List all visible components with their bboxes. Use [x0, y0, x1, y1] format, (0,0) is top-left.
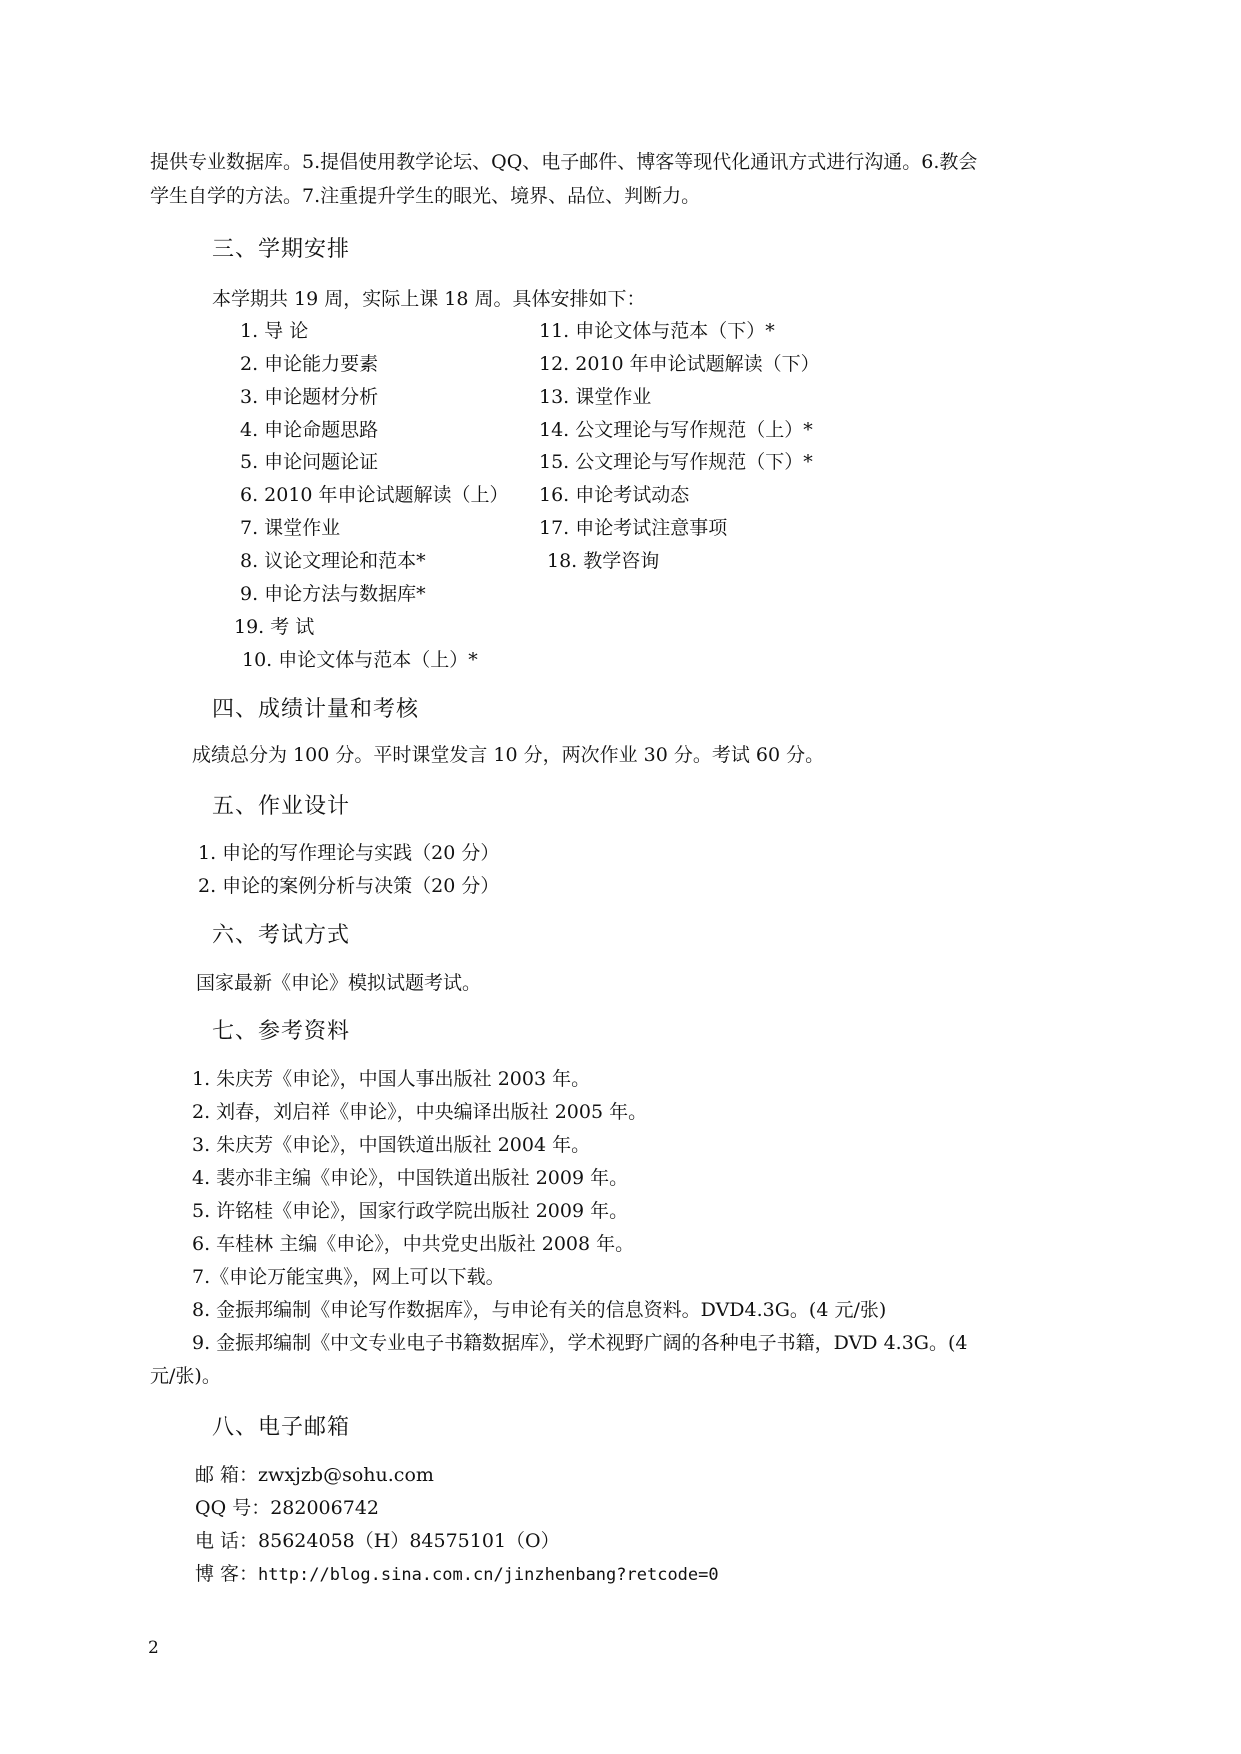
schedule-item: 18. 教学咨询 — [547, 550, 660, 572]
schedule-item: 10. 申论文体与范本（上）* — [242, 649, 478, 671]
reference-item: 8. 金振邦编制《申论写作数据库》，与申论有关的信息资料。DVD4.3G。(4 元/张) — [192, 1299, 887, 1321]
grading-text: 成绩总分为 100 分。平时课堂发言 10 分，两次作业 30 分。考试 60 分。 — [192, 744, 825, 766]
homework-item: 1. 申论的写作理论与实践（20 分） — [198, 842, 500, 864]
intro-line-2: 学生自学的方法。7.注重提升学生的眼光、境界、品位、判断力。 — [150, 185, 701, 207]
phone-label: 电 话： — [195, 1530, 259, 1552]
reference-item: 5. 许铭桂《申论》，国家行政学院出版社 2009 年。 — [192, 1200, 629, 1222]
grading-heading: 四、成绩计量和考核 — [212, 697, 420, 722]
email-label: 邮 箱： — [195, 1464, 259, 1486]
schedule-item: 15. 公文理论与写作规范（下）* — [539, 451, 813, 473]
reference-item: 6. 车桂林 主编《申论》，中共党史出版社 2008 年。 — [192, 1233, 635, 1255]
schedule-item: 2. 申论能力要素 — [240, 353, 379, 375]
schedule-item: 17. 申论考试注意事项 — [539, 517, 728, 539]
blog-label: 博 客： — [195, 1563, 259, 1585]
schedule-intro: 本学期共 19 周，实际上课 18 周。具体安排如下： — [212, 288, 646, 310]
reference-item: 7.《申论万能宝典》，网上可以下载。 — [192, 1266, 505, 1288]
phone-value: 85624058（H）84575101（O） — [258, 1530, 560, 1552]
contact-heading: 八、电子邮箱 — [212, 1415, 351, 1440]
blog-link[interactable]: http://blog.sina.com.cn/jinzhenbang?retcode=0 — [258, 1565, 719, 1585]
schedule-heading: 三、学期安排 — [212, 237, 351, 262]
reference-item: 元/张)。 — [150, 1365, 221, 1387]
schedule-item: 4. 申论命题思路 — [240, 419, 379, 441]
schedule-item: 6. 2010 年申论试题解读（上） — [240, 484, 509, 506]
intro-line-1: 提供专业数据库。5.提倡使用教学论坛、QQ、电子邮件、博客等现代化通讯方式进行沟通。6.教会 — [150, 151, 978, 173]
schedule-item: 19. 考 试 — [234, 616, 315, 638]
schedule-item: 7. 课堂作业 — [240, 517, 341, 539]
reference-item: 2. 刘春，刘启祥《申论》，中央编译出版社 2005 年。 — [192, 1101, 648, 1123]
schedule-item: 14. 公文理论与写作规范（上）* — [539, 419, 813, 441]
qq-label: QQ 号： — [195, 1497, 271, 1519]
qq-value: 282006742 — [270, 1497, 379, 1519]
reference-item: 4. 裴亦非主编《申论》，中国铁道出版社 2009 年。 — [192, 1167, 629, 1189]
reference-item: 1. 朱庆芳《申论》，中国人事出版社 2003 年。 — [192, 1068, 591, 1090]
schedule-item: 8. 议论文理论和范本* — [240, 550, 426, 572]
exam-heading: 六、考试方式 — [212, 923, 351, 948]
homework-heading: 五、作业设计 — [212, 794, 351, 819]
schedule-item: 9. 申论方法与数据库* — [240, 583, 426, 605]
schedule-item: 5. 申论问题论证 — [240, 451, 379, 473]
schedule-item: 13. 课堂作业 — [539, 386, 652, 408]
schedule-item: 12. 2010 年申论试题解读（下） — [539, 353, 820, 375]
contact-email-row — [195, 1460, 434, 1487]
homework-item: 2. 申论的案例分析与决策（20 分） — [198, 875, 500, 897]
page-number: 2 — [148, 1638, 159, 1658]
reference-item: 3. 朱庆芳《申论》，中国铁道出版社 2004 年。 — [192, 1134, 591, 1156]
schedule-item: 1. 导 论 — [240, 320, 309, 342]
schedule-item: 16. 申论考试动态 — [539, 484, 690, 506]
contact-qq-row — [195, 1493, 379, 1520]
contact-blog-row — [195, 1559, 719, 1586]
references-heading: 七、参考资料 — [212, 1019, 351, 1044]
reference-item: 9. 金振邦编制《中文专业电子书籍数据库》，学术视野广阔的各种电子书籍，DVD 4.3G。(4 — [192, 1332, 968, 1354]
schedule-item: 11. 申论文体与范本（下）* — [539, 320, 775, 342]
contact-phone-row — [195, 1526, 560, 1553]
schedule-item: 3. 申论题材分析 — [240, 386, 379, 408]
exam-text: 国家最新《申论》模拟试题考试。 — [196, 972, 482, 994]
email-value[interactable]: zwxjzb@sohu.com — [258, 1464, 434, 1486]
